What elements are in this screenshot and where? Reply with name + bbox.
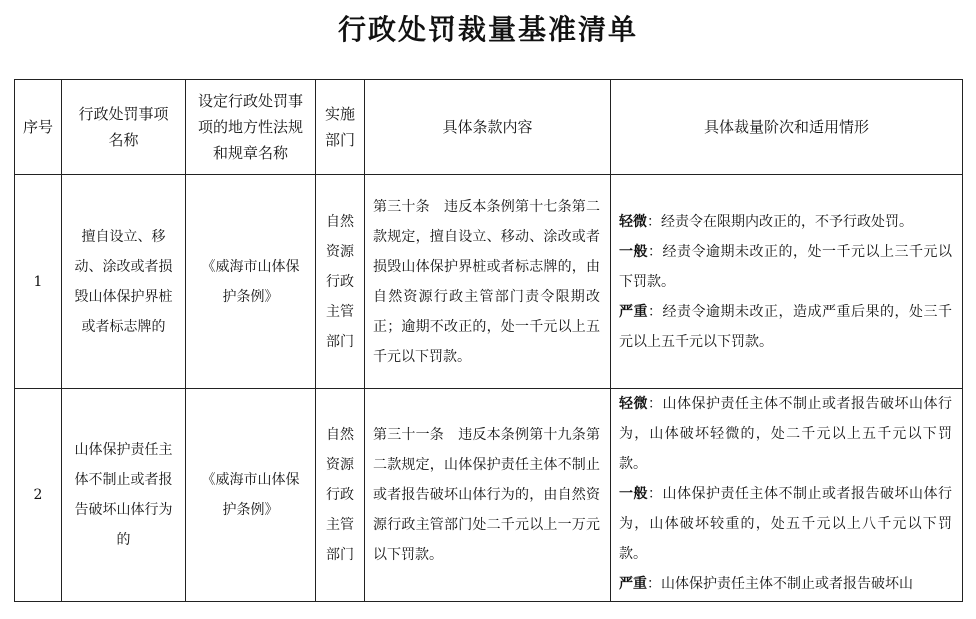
row-item [62,175,186,389]
row-item-text: 山体保护责任主体不制止或者报告破坏山体行为的 [74,442,173,548]
level-text: ：经责令逾期未改正，造成严重后果的，处三千元以上五千元以下罚款。 [619,303,952,350]
level-label: 严重 [619,303,648,320]
row-dept [316,389,365,602]
standard-clip [619,389,952,601]
header-item [62,80,186,175]
row-item-text: 擅自设立、移动、涂改或者损毁山体保护界桩或者标志牌的 [74,228,173,335]
row-law-text: 《威海市山体保护条例》 [201,472,300,518]
row-seq: 2 [15,389,62,602]
penalty-table [14,79,963,602]
header-clause: 具体条款内容 [365,80,611,175]
table-row [15,389,963,602]
header-standard: 具体裁量阶次和适用情形 [611,80,963,175]
row-dept-text: 自然资源行政主管部门 [326,213,354,350]
level-light [619,207,952,237]
row-law-text: 《威海市山体保护条例》 [201,258,300,305]
level-text: ：山体保护责任主体不制止或者报告破坏山体行为，山体破坏较重的，处五千元以上八千元以下罚款。 [619,486,952,562]
header-row [15,80,963,175]
document-title: 行政处罚裁量基准清单 [337,13,638,46]
header-law [186,80,316,175]
level-text: ：经责令在限期内改正的，不予行政处罚。 [647,213,913,230]
level-normal [619,237,952,297]
level-label: 严重 [619,576,647,592]
row-standard [611,175,963,389]
row-clause: 第三十一条 违反本条例第十九条第二款规定，山体保护责任主体不制止或者报告破坏山体行为的，由自然资源行政主管部门处二千元以上一万元以下罚款。 [365,389,611,602]
row-clause: 第三十条 违反本条例第十七条第二款规定，擅自设立、移动、涂改或者损毁山体保护界桩或者标志牌的，由自然资源行政主管部门责令限期改正；逾期不改正的，处一千元以上五千元以下罚款。 [365,175,611,389]
level-label: 轻微 [619,396,648,412]
row-law [186,389,316,602]
header-law-text: 设定行政处罚事项的地方性法规和规章名称 [197,92,303,162]
level-label: 一般 [619,243,648,260]
level-label: 轻微 [619,213,647,230]
header-dept-text: 实施部门 [324,105,355,149]
level-text: ：山体保护责任主体不制止或者报告破坏山 [647,576,913,592]
level-severe [619,297,952,357]
row-seq: 1 [15,175,62,389]
level-light [619,389,952,479]
level-text: ：经责令逾期未改正的，处一千元以上三千元以下罚款。 [619,243,952,290]
level-severe [619,569,952,599]
row-dept [316,175,365,389]
level-normal [619,479,952,569]
row-dept-text: 自然资源行政主管部门 [326,427,354,563]
header-item-text: 行政处罚事项名称 [78,105,169,149]
table-row [15,175,963,389]
row-standard [611,389,963,602]
header-dept [316,80,365,175]
row-item [62,389,186,602]
level-text: ：山体保护责任主体不制止或者报告破坏山体行为，山体破坏轻微的，处二千元以上五千元以下罚款。 [619,396,952,472]
row-law [186,175,316,389]
header-seq: 序号 [15,80,62,175]
level-label: 一般 [619,486,648,502]
